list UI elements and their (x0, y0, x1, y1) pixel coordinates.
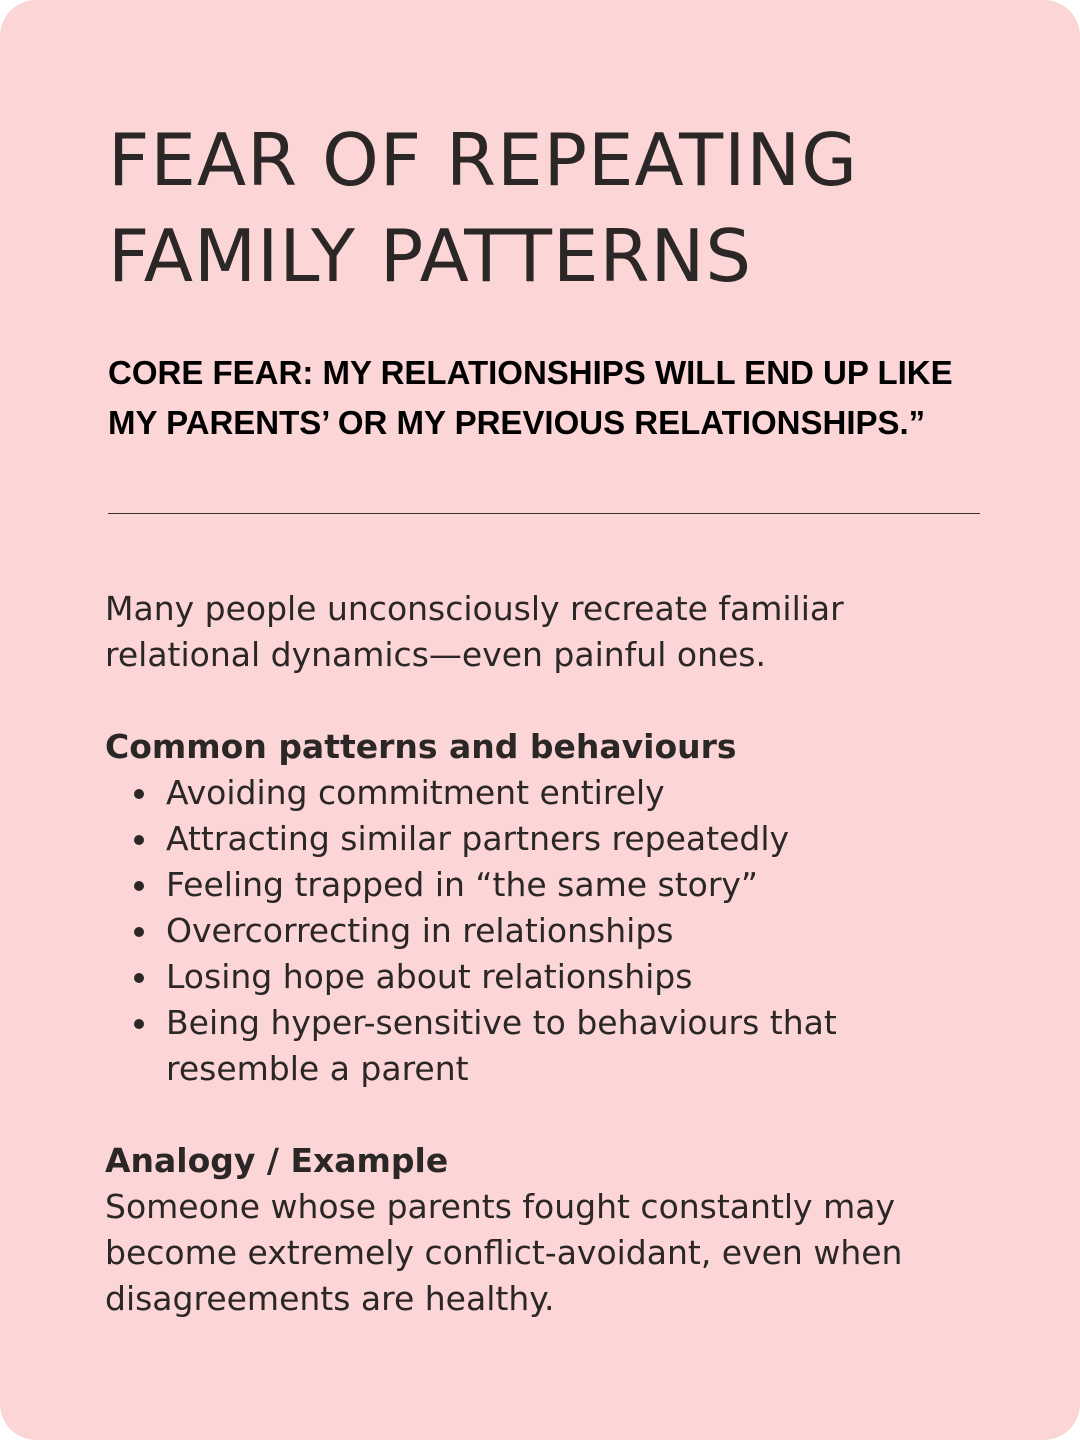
list-item-text: Being hyper-sensitive to behaviours that (166, 1003, 837, 1042)
patterns-section (105, 724, 1025, 1092)
list-item-text: Avoiding commitment entirely (166, 773, 665, 812)
list-item-text-continued: resemble a parent (166, 1049, 469, 1088)
title-line-2: FAMILY PATTERNS (108, 214, 753, 298)
analogy-line-2: become extremely conflict-avoidant, even when (105, 1233, 903, 1272)
bullet-icon (134, 835, 144, 845)
list-item (105, 816, 1025, 862)
list-item (105, 1000, 1025, 1092)
list-item (105, 908, 1025, 954)
bullet-icon (134, 881, 144, 891)
analogy-line-3: disagreements are healthy. (105, 1279, 555, 1318)
divider (108, 513, 980, 514)
core-fear-line-2: MY PARENTS’ OR MY PREVIOUS RELATIONSHIPS.” (108, 404, 926, 441)
intro-paragraph (105, 586, 1005, 678)
list-item-text: Attracting similar partners repeatedly (166, 819, 790, 858)
bullet-icon (134, 789, 144, 799)
list-item (105, 954, 1025, 1000)
core-fear-line-1: CORE FEAR: MY RELATIONSHIPS WILL END UP LIKE (108, 354, 953, 391)
patterns-list (105, 770, 1025, 1092)
bullet-icon (134, 1019, 144, 1029)
intro-line-2: relational dynamics—even painful ones. (105, 635, 766, 674)
list-item (105, 770, 1025, 816)
analogy-heading: Analogy / Example (105, 1141, 449, 1180)
core-fear-statement (108, 348, 1008, 448)
patterns-heading: Common patterns and behaviours (105, 727, 737, 766)
list-item-text: Feeling trapped in “the same story” (166, 865, 759, 904)
analogy-line-1: Someone whose parents fought constantly may (105, 1187, 895, 1226)
list-item-text: Losing hope about relationships (166, 957, 693, 996)
title-line-1: FEAR OF REPEATING (108, 118, 859, 202)
bullet-icon (134, 927, 144, 937)
analogy-section (105, 1138, 1025, 1322)
page-title (108, 112, 1008, 304)
analogy-paragraph (105, 1184, 1025, 1322)
list-item (105, 862, 1025, 908)
list-item-text: Overcorrecting in relationships (166, 911, 674, 950)
bullet-icon (134, 973, 144, 983)
intro-line-1: Many people unconsciously recreate familiar (105, 589, 844, 628)
